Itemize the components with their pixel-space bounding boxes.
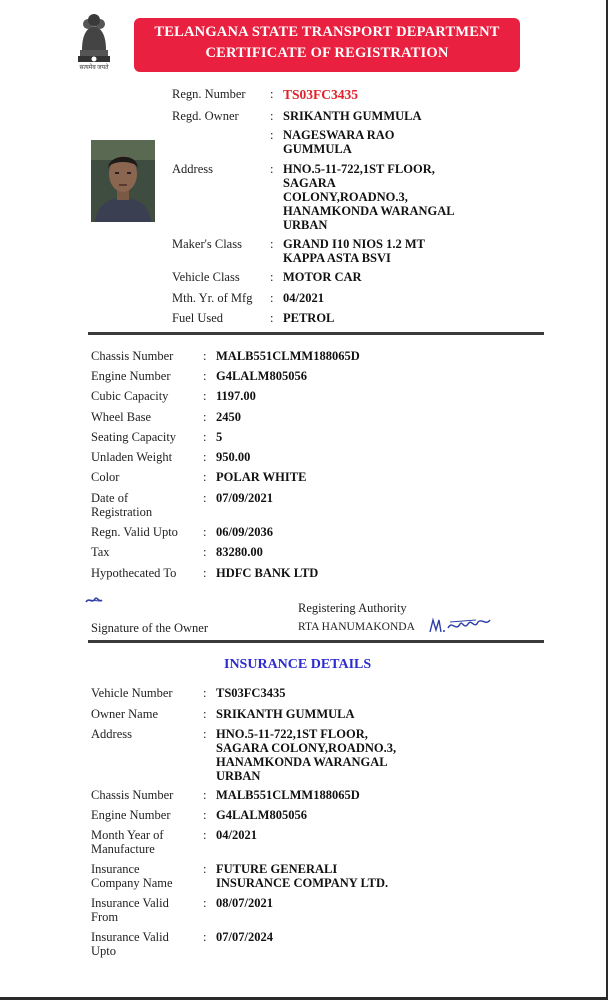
fuel-row bbox=[0, 312, 608, 326]
emblem-caption: सत्यमेव जयते bbox=[79, 65, 109, 71]
colon: : bbox=[203, 369, 207, 383]
vehicle-class-label: Vehicle Class bbox=[172, 270, 240, 284]
unladen-value: 950.00 bbox=[216, 450, 251, 464]
ins-engine-row bbox=[0, 809, 608, 823]
ins-chassis-label: Chassis Number bbox=[91, 788, 174, 802]
registering-authority-label: Registering Authority bbox=[298, 601, 407, 615]
ins-address-line-4: URBAN bbox=[216, 769, 261, 783]
ins-owner-row bbox=[0, 708, 608, 722]
colon: : bbox=[203, 727, 207, 741]
colon: : bbox=[203, 686, 207, 700]
colon: : bbox=[203, 525, 207, 539]
wheel-base-row bbox=[0, 411, 608, 425]
colon: : bbox=[203, 545, 207, 559]
colon: : bbox=[203, 410, 207, 424]
address-line-5: URBAN bbox=[283, 218, 328, 232]
colon: : bbox=[270, 87, 274, 101]
header-title: TELANGANA STATE TRANSPORT DEPARTMENT bbox=[154, 24, 500, 40]
colon: : bbox=[203, 470, 207, 484]
hypothecated-row bbox=[0, 567, 608, 581]
regn-number-label: Regn. Number bbox=[172, 87, 246, 101]
colon: : bbox=[203, 788, 207, 802]
ins-engine-value: G4LALM805056 bbox=[216, 808, 307, 822]
colon: : bbox=[270, 162, 274, 176]
colon: : bbox=[270, 270, 274, 284]
owner-label: Regd. Owner bbox=[172, 109, 239, 123]
owner-value: SRIKANTH GUMMULA bbox=[283, 109, 422, 123]
chassis-label: Chassis Number bbox=[91, 349, 174, 363]
ins-chassis-value: MALB551CLMM188065D bbox=[216, 788, 360, 802]
colon: : bbox=[270, 128, 274, 142]
ins-company-label-line-1: Insurance bbox=[91, 862, 140, 876]
dor-value: 07/09/2021 bbox=[216, 491, 273, 505]
ins-mfg-label-line-2: Manufacture bbox=[91, 842, 155, 856]
cubic-capacity-row bbox=[0, 390, 608, 404]
header-subtitle: CERTIFICATE OF REGISTRATION bbox=[205, 45, 449, 61]
engine-value: G4LALM805056 bbox=[216, 369, 307, 383]
colon: : bbox=[203, 450, 207, 464]
makers-class-line-1: GRAND I10 NIOS 1.2 MT bbox=[283, 237, 426, 251]
ins-owner-label: Owner Name bbox=[91, 707, 158, 721]
ins-company-line-2: INSURANCE COMPANY LTD. bbox=[216, 876, 389, 890]
address-line-2: SAGARA bbox=[283, 176, 336, 190]
ins-valid-upto-label-line-1: Insurance Valid bbox=[91, 930, 169, 944]
valid-upto-value: 06/09/2036 bbox=[216, 525, 273, 539]
vehicle-class-row bbox=[0, 271, 608, 285]
colon: : bbox=[270, 291, 274, 305]
ins-valid-from-label-line-2: From bbox=[91, 910, 119, 924]
ins-mfg-row bbox=[0, 829, 608, 857]
rta-name: RTA HANUMAKONDA bbox=[298, 621, 415, 633]
ins-valid-from-label-line-1: Insurance Valid bbox=[91, 896, 169, 910]
address-line-1: HNO.5-11-722,1ST FLOOR, bbox=[283, 162, 435, 176]
relation-line-1: NAGESWARA RAO bbox=[283, 128, 395, 142]
date-of-registration-row bbox=[0, 492, 608, 520]
unladen-label: Unladen Weight bbox=[91, 450, 173, 464]
relation-row bbox=[0, 129, 608, 157]
address-line-3: COLONY,ROADNO.3, bbox=[283, 190, 408, 204]
ins-mfg-value: 04/2021 bbox=[216, 828, 257, 842]
ins-address-row bbox=[0, 728, 608, 784]
color-row bbox=[0, 471, 608, 485]
colon: : bbox=[203, 430, 207, 444]
address-row bbox=[0, 163, 608, 233]
ins-valid-upto-label-line-2: Upto bbox=[91, 944, 116, 958]
authority-signature bbox=[428, 614, 492, 638]
colon: : bbox=[270, 311, 274, 325]
mfg-label: Mth. Yr. of Mfg bbox=[172, 291, 253, 305]
ins-address-line-2: SAGARA COLONY,ROADNO.3, bbox=[216, 741, 397, 755]
colon: : bbox=[203, 862, 207, 876]
seating-row bbox=[0, 431, 608, 445]
color-label: Color bbox=[91, 470, 120, 484]
wheel-base-value: 2450 bbox=[216, 410, 241, 424]
colon: : bbox=[203, 349, 207, 363]
ins-engine-label: Engine Number bbox=[91, 808, 171, 822]
mfg-row bbox=[0, 292, 608, 306]
vehicle-class-value: MOTOR CAR bbox=[283, 270, 362, 284]
ins-address-line-3: HANAMKONDA WARANGAL bbox=[216, 755, 388, 769]
ins-company-row bbox=[0, 863, 608, 891]
seating-label: Seating Capacity bbox=[91, 430, 177, 444]
tax-value: 83280.00 bbox=[216, 545, 263, 559]
hypothecated-label: Hypothecated To bbox=[91, 566, 177, 580]
owner-signature-label: Signature of the Owner bbox=[91, 621, 208, 635]
owner-row bbox=[0, 110, 608, 124]
makers-class-label: Maker's Class bbox=[172, 237, 242, 251]
dor-label-line-1: Date of bbox=[91, 491, 129, 505]
ins-company-label-line-2: Company Name bbox=[91, 876, 173, 890]
wheel-base-label: Wheel Base bbox=[91, 410, 152, 424]
colon: : bbox=[203, 808, 207, 822]
cubic-capacity-value: 1197.00 bbox=[216, 389, 256, 403]
colon: : bbox=[203, 896, 207, 910]
address-line-4: HANAMKONDA WARANGAL bbox=[283, 204, 455, 218]
colon: : bbox=[203, 930, 207, 944]
ins-valid-from-row bbox=[0, 897, 608, 925]
makers-class-line-2: KAPPA ASTA BSVI bbox=[283, 251, 391, 265]
tax-row bbox=[0, 546, 608, 560]
ins-valid-upto-value: 07/07/2024 bbox=[216, 930, 273, 944]
address-label: Address bbox=[172, 162, 213, 176]
ins-vehicle-label: Vehicle Number bbox=[91, 686, 173, 700]
dor-label-line-2: Registration bbox=[91, 505, 153, 519]
section-divider bbox=[88, 332, 544, 335]
owner-signature-scribble bbox=[84, 594, 104, 606]
hypothecated-value: HDFC BANK LTD bbox=[216, 566, 319, 580]
seating-value: 5 bbox=[216, 430, 223, 444]
colon: : bbox=[203, 707, 207, 721]
colon: : bbox=[270, 237, 274, 251]
header-banner bbox=[134, 18, 520, 72]
valid-upto-label: Regn. Valid Upto bbox=[91, 525, 178, 539]
regn-number-value: TS03FC3435 bbox=[283, 87, 359, 102]
ins-mfg-label-line-1: Month Year of bbox=[91, 828, 164, 842]
engine-row bbox=[0, 370, 608, 384]
fuel-label: Fuel Used bbox=[172, 311, 224, 325]
colon: : bbox=[203, 389, 207, 403]
tax-label: Tax bbox=[91, 545, 110, 559]
ins-address-line-1: HNO.5-11-722,1ST FLOOR, bbox=[216, 727, 368, 741]
fuel-value: PETROL bbox=[283, 311, 335, 325]
cubic-capacity-label: Cubic Capacity bbox=[91, 389, 169, 403]
colon: : bbox=[203, 491, 207, 505]
ins-valid-from-value: 08/07/2021 bbox=[216, 896, 273, 910]
engine-label: Engine Number bbox=[91, 369, 171, 383]
makers-class-row bbox=[0, 238, 608, 266]
color-value: POLAR WHITE bbox=[216, 470, 307, 484]
ins-vehicle-value: TS03FC3435 bbox=[216, 686, 286, 700]
ins-vehicle-row bbox=[0, 687, 608, 701]
ins-chassis-row bbox=[0, 789, 608, 803]
ins-valid-upto-row bbox=[0, 931, 608, 959]
insurance-title: INSURANCE DETAILS bbox=[224, 657, 372, 672]
chassis-row bbox=[0, 350, 608, 364]
regn-number-row bbox=[0, 88, 608, 102]
chassis-value: MALB551CLMM188065D bbox=[216, 349, 360, 363]
ins-owner-value: SRIKANTH GUMMULA bbox=[216, 707, 355, 721]
colon: : bbox=[270, 109, 274, 123]
unladen-row bbox=[0, 451, 608, 465]
section-divider-2 bbox=[88, 640, 544, 643]
colon: : bbox=[203, 566, 207, 580]
colon: : bbox=[203, 828, 207, 842]
ins-address-label: Address bbox=[91, 727, 132, 741]
relation-line-2: GUMMULA bbox=[283, 142, 352, 156]
ins-company-line-1: FUTURE GENERALI bbox=[216, 862, 338, 876]
mfg-value: 04/2021 bbox=[283, 291, 324, 305]
valid-upto-row bbox=[0, 526, 608, 540]
